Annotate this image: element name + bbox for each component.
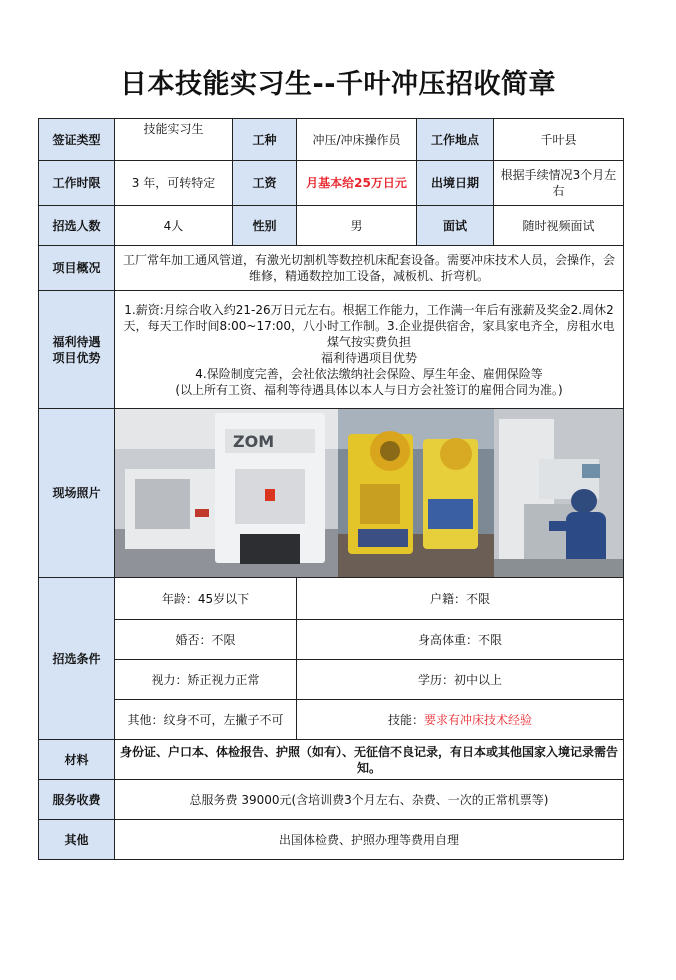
- work-term-label: 工作时限: [39, 161, 115, 206]
- benefits-line-4: (以上所有工资、福利等待遇具体以本人与日方会社签订的雇佣合同为准。): [175, 382, 563, 397]
- benefits-line-1: 1.薪资:月综合收入约21-26万日元左右。根据工作能力，工作满一年后有涨薪及奖金2.周休2天，每天工作时间8:00~17:00，八小时工作制。3.企业提供宿舍，家具家电齐全，房租水电煤气按实费负担: [123, 302, 615, 349]
- photos-label: 现场照片: [39, 409, 115, 578]
- operator-photo: [494, 409, 623, 577]
- row-conditions-4: [39, 700, 624, 740]
- skill-prefix: 技能：: [387, 712, 424, 727]
- overview-text: 工厂常年加工通风管道，有激光切割机等数控机床配套设备。需要冲床技术人员，会操作，会维修，精通数控加工设备，减板机、折弯机。: [115, 246, 624, 291]
- recruitment-table: [38, 118, 624, 860]
- benefits-cell: [115, 291, 624, 409]
- visa-type-label: 签证类型: [39, 119, 115, 161]
- materials-text: 身份证、户口本、体检报告、护照（如有）、无征信不良记录，有日本或其他国家入境记录需告知。: [115, 740, 624, 780]
- work-term-value: 3 年，可转特定: [115, 161, 233, 206]
- photo-strip: [115, 409, 623, 577]
- row-visa: [39, 119, 624, 161]
- row-conditions-1: [39, 578, 624, 620]
- gender-label: 性别: [233, 206, 297, 246]
- row-fee: [39, 780, 624, 820]
- wage-value: 月基本给25万日元: [297, 161, 417, 206]
- row-conditions-2: [39, 620, 624, 660]
- work-location-value: 千叶县: [494, 119, 624, 161]
- departure-date-label: 出境日期: [417, 161, 494, 206]
- press-machine-photo-1: [115, 409, 338, 577]
- work-location-label: 工作地点: [417, 119, 494, 161]
- row-count: [39, 206, 624, 246]
- condition-skill: [297, 700, 624, 740]
- fee-label: 服务收费: [39, 780, 115, 820]
- wage-label: 工资: [233, 161, 297, 206]
- gender-value: 男: [297, 206, 417, 246]
- benefits-label: 福利待遇 项目优势: [39, 291, 115, 409]
- condition-other: 其他：纹身不可，左撇子不可: [115, 700, 297, 740]
- condition-age: 年龄：45岁以下: [115, 578, 297, 620]
- departure-date-value: 根据手续情况3个月左右: [494, 161, 624, 206]
- brand-label: ZOM: [233, 432, 275, 451]
- benefits-line-3: 4.保险制度完善，会社依法缴纳社会保险、厚生年金、雇佣保险等: [195, 366, 543, 381]
- conditions-label: 招选条件: [39, 578, 115, 740]
- page-title: 日本技能实习生--千叶冲压招收简章: [120, 69, 556, 100]
- row-materials: [39, 740, 624, 780]
- press-machine-image-1: [115, 409, 338, 577]
- visa-type-value: 技能实习生: [115, 119, 233, 161]
- condition-education: 学历：初中以上: [297, 660, 624, 700]
- photos-cell: [115, 409, 624, 578]
- benefits-line-2: 福利待遇项目优势: [320, 350, 417, 365]
- condition-vision: 视力：矫正视力正常: [115, 660, 297, 700]
- fee-text: 总服务费 39000元(含培训费3个月左右、杂费、一次的正常机票等): [115, 780, 624, 820]
- press-machine-image-2: [338, 409, 495, 577]
- condition-marriage: 婚否：不限: [115, 620, 297, 660]
- other-label: 其他: [39, 820, 115, 860]
- job-type-label: 工种: [233, 119, 297, 161]
- job-type-value: 冲压/冲床操作员: [297, 119, 417, 161]
- recruit-count-label: 招选人数: [39, 206, 115, 246]
- row-other: [39, 820, 624, 860]
- interview-value: 随时视频面试: [494, 206, 624, 246]
- other-text: 出国体检费、护照办理等费用自理: [115, 820, 624, 860]
- overview-label: 项目概况: [39, 246, 115, 291]
- condition-hukou: 户籍：不限: [297, 578, 624, 620]
- row-term: [39, 161, 624, 206]
- row-overview: [39, 246, 624, 291]
- row-conditions-3: [39, 660, 624, 700]
- condition-body: 身高体重：不限: [297, 620, 624, 660]
- skill-value: 要求有冲床技术经验: [424, 712, 533, 727]
- row-benefits: [39, 291, 624, 409]
- interview-label: 面试: [417, 206, 494, 246]
- materials-label: 材料: [39, 740, 115, 780]
- row-photos: [39, 409, 624, 578]
- press-machine-photo-2: [338, 409, 495, 577]
- operator-image: [494, 409, 623, 577]
- recruit-count-value: 4人: [115, 206, 233, 246]
